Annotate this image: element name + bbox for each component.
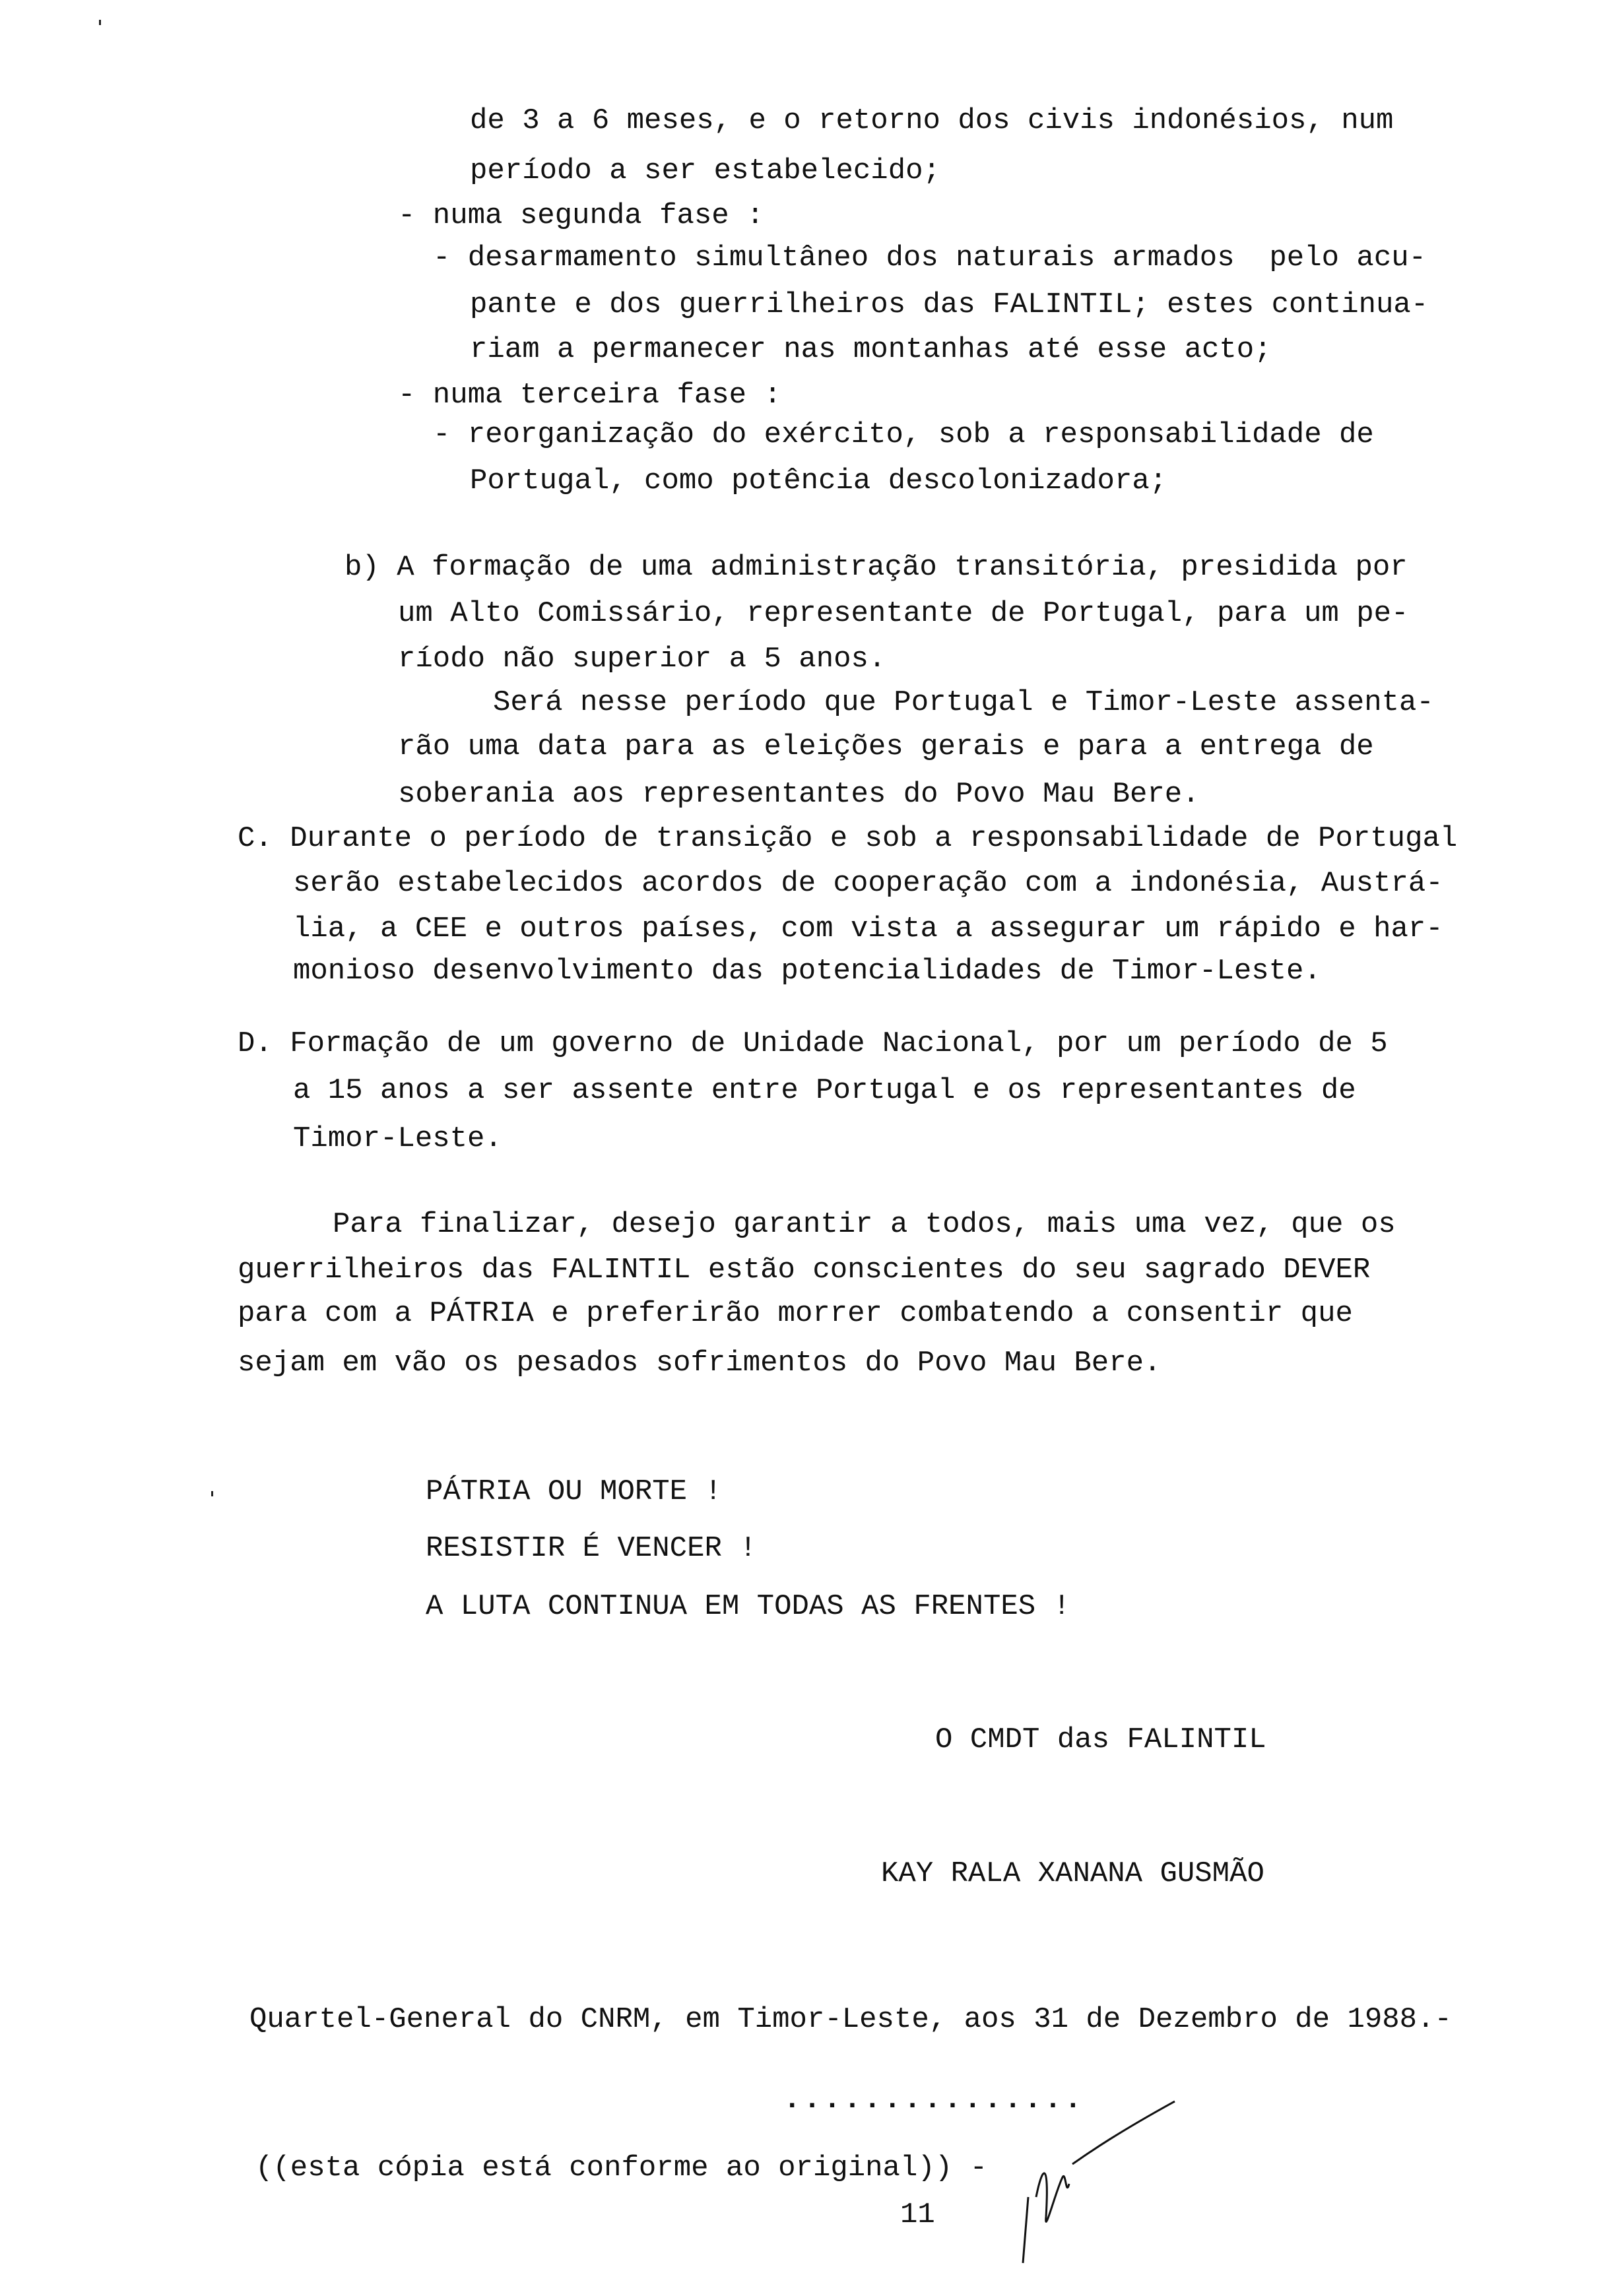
text-line: riam a permanecer nas montanhas até esse acto; <box>470 333 1272 366</box>
section-c: C. Durante o período de transição e sob a responsabilidade de Portugal <box>238 822 1458 855</box>
text-line: monioso desenvolvimento das potencialidades de Timor-Leste. <box>293 955 1321 988</box>
text-line: - reorganização do exército, sob a responsabilidade de <box>433 418 1374 451</box>
place-date: Quartel-General do CNRM, em Timor-Leste, aos 31 de Dezembro de 1988.- <box>249 2003 1452 2036</box>
phase-heading: - numa terceira fase : <box>398 379 781 412</box>
text-line: Portugal, como potência descolonizadora; <box>470 464 1167 497</box>
text-line: soberania aos representantes do Povo Mau Bere. <box>398 778 1200 811</box>
slogan: RESISTIR É VENCER ! <box>426 1532 757 1565</box>
text-line: ríodo não superior a 5 anos. <box>398 643 886 676</box>
section-b: b) A formação de uma administração transitória, presidida por <box>344 551 1408 584</box>
closing-paragraph: Para finalizar, desejo garantir a todos, mais uma vez, que os <box>333 1208 1396 1241</box>
text-line: sejam em vão os pesados sofrimentos do Povo Mau Bere. <box>238 1347 1162 1380</box>
signatory-name: KAY RALA XANANA GUSMÃO <box>881 1857 1264 1890</box>
separator-dots: ............... <box>783 2084 1085 2117</box>
text-line: período a ser estabelecido; <box>470 154 940 187</box>
text-line: lia, a CEE e outros países, com vista a assegurar um rápido e har- <box>293 912 1443 945</box>
certification-note: ((esta cópia está conforme ao original)) - <box>255 2152 987 2184</box>
text-line: - desarmamento simultâneo dos naturais armados pelo acu- <box>433 241 1427 274</box>
text-line: Timor-Leste. <box>293 1122 502 1155</box>
text-line: rão uma data para as eleições gerais e para a entrega de <box>398 730 1374 763</box>
page-number: 11 <box>900 2198 935 2231</box>
scan-speck <box>211 1491 213 1496</box>
text-line: de 3 a 6 meses, e o retorno dos civis indonésios, num <box>470 104 1394 137</box>
text-line: a 15 anos a ser assente entre Portugal e os representantes de <box>293 1074 1356 1107</box>
scan-speck <box>99 20 101 25</box>
text-line: pante e dos guerrilheiros das FALINTIL; estes continua- <box>470 288 1429 321</box>
text-line: Será nesse período que Portugal e Timor-Leste assenta- <box>493 686 1434 719</box>
signatory-title: O CMDT das FALINTIL <box>935 1723 1266 1756</box>
phase-heading: - numa segunda fase : <box>398 199 764 232</box>
slogan: PÁTRIA OU MORTE ! <box>426 1475 722 1508</box>
handwritten-signature <box>1010 2098 1181 2270</box>
text-line: guerrilheiros das FALINTIL estão conscientes do seu sagrado DEVER <box>238 1254 1371 1287</box>
text-line: um Alto Comissário, representante de Portugal, para um pe- <box>398 597 1409 630</box>
text-line: serão estabelecidos acordos de cooperação com a indonésia, Austrá- <box>293 867 1443 900</box>
text-line: para com a PÁTRIA e preferirão morrer combatendo a consentir que <box>238 1297 1353 1330</box>
section-d: D. Formação de um governo de Unidade Nacional, por um período de 5 <box>238 1027 1388 1060</box>
slogan: A LUTA CONTINUA EM TODAS AS FRENTES ! <box>426 1590 1070 1623</box>
